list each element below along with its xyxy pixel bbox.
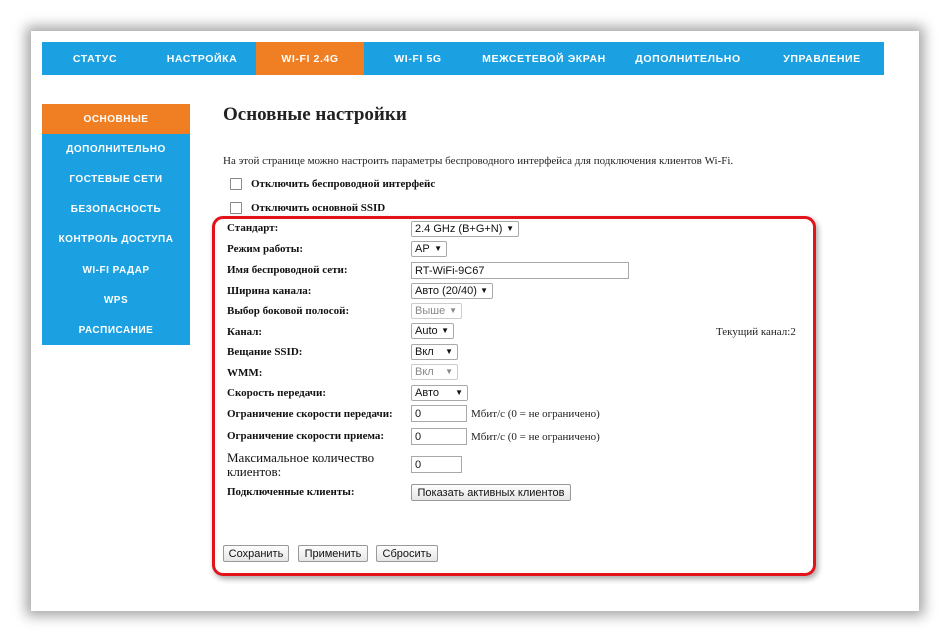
sideband-label: Выбор боковой полосой: (227, 305, 350, 317)
save-button[interactable]: Сохранить (223, 545, 289, 562)
top-navigation (42, 42, 884, 75)
tab-wifi-24g[interactable]: WI-FI 2.4G (256, 42, 364, 75)
dropdown-arrow-icon: ▼ (434, 244, 442, 253)
tx-limit-label: Ограничение скорости передачи: (227, 408, 393, 420)
tab-management[interactable]: УПРАВЛЕНИЕ (783, 52, 861, 65)
reset-button[interactable]: Сбросить (376, 545, 438, 562)
standard-value: 2.4 GHz (B+G+N) (415, 223, 503, 235)
broadcast-label: Вещание SSID: (227, 346, 303, 358)
connected-clients-label: Подключенные клиенты: (227, 486, 355, 498)
show-active-clients-button[interactable]: Показать активных клиентов (411, 484, 571, 501)
tx-limit-input[interactable]: 0 (411, 405, 467, 422)
disable-wireless-row (230, 178, 435, 190)
sidebar-item-wifi-radar[interactable]: WI-FI РАДАР (82, 264, 150, 276)
sideband-value: Выше (415, 305, 446, 317)
dropdown-arrow-icon: ▼ (455, 388, 463, 397)
disable-wireless-checkbox[interactable] (230, 178, 242, 190)
sidebar-item-guest-networks[interactable]: ГОСТЕВЫЕ СЕТИ (69, 173, 163, 185)
sidebar-item-advanced[interactable]: ДОПОЛНИТЕЛЬНО (66, 143, 166, 155)
dropdown-arrow-icon: ▼ (445, 347, 453, 356)
channel-value: Auto (415, 325, 438, 337)
tab-status[interactable]: СТАТУС (72, 52, 118, 65)
max-clients-input[interactable]: 0 (411, 456, 462, 473)
bandwidth-label: Ширина канала: (227, 285, 312, 297)
disable-ssid-label: Отключить основной SSID (251, 202, 386, 214)
disable-wireless-label: Отключить беспроводной интерфейс (251, 178, 436, 190)
standard-select[interactable] (411, 221, 519, 237)
wmm-select (411, 364, 458, 380)
dropdown-arrow-icon: ▼ (441, 326, 449, 335)
sideband-select (411, 303, 462, 319)
mode-label: Режим работы: (227, 243, 303, 255)
page-title: Основные настройки (223, 104, 407, 125)
max-clients-label: Максимальное количество клиентов: (227, 450, 375, 479)
tab-firewall[interactable]: МЕЖСЕТЕВОЙ ЭКРАН (482, 52, 606, 65)
sidebar-item-access-control[interactable]: КОНТРОЛЬ ДОСТУПА (58, 234, 174, 246)
broadcast-value: Вкл (415, 346, 434, 358)
rx-limit-unit: Мбит/с (0 = не ограничено) (471, 431, 600, 443)
rate-label: Скорость передачи: (227, 387, 327, 399)
rate-select[interactable] (411, 385, 468, 401)
bandwidth-value: Авто (20/40) (415, 285, 477, 297)
dropdown-arrow-icon: ▼ (449, 306, 457, 315)
ssid-label: Имя беспроводной сети: (227, 264, 348, 276)
disable-ssid-row (230, 202, 385, 214)
rate-value: Авто (415, 387, 439, 399)
dropdown-arrow-icon: ▼ (506, 224, 514, 233)
rx-limit-label: Ограничение скорости приема: (227, 430, 385, 442)
page-description: На этой странице можно настроить параметры беспроводного интерфейса для подключения клиентов Wi-Fi. (223, 155, 734, 167)
disable-ssid-checkbox[interactable] (230, 202, 242, 214)
current-channel: Текущий канал:2 (716, 326, 796, 338)
standard-label: Стандарт: (227, 222, 279, 234)
broadcast-select[interactable] (411, 344, 458, 360)
sidebar-item-basic[interactable]: ОСНОВНЫЕ (42, 104, 190, 134)
channel-select[interactable] (411, 323, 454, 339)
apply-button[interactable]: Применить (298, 545, 368, 562)
sidebar-item-schedule[interactable]: РАСПИСАНИЕ (78, 324, 154, 336)
wmm-value: Вкл (415, 366, 434, 378)
tx-limit-unit: Мбит/с (0 = не ограничено) (471, 408, 600, 420)
mode-select[interactable] (411, 241, 447, 257)
dropdown-arrow-icon: ▼ (445, 367, 453, 376)
dropdown-arrow-icon: ▼ (480, 286, 488, 295)
bandwidth-select[interactable] (411, 283, 493, 299)
sidebar (42, 104, 190, 345)
wmm-label: WMM: (227, 367, 263, 379)
tab-wifi-5g[interactable]: WI-FI 5G (394, 52, 442, 65)
sidebar-item-security[interactable]: БЕЗОПАСНОСТЬ (70, 204, 162, 216)
tab-settings[interactable]: НАСТРОЙКА (166, 52, 238, 65)
ssid-input[interactable]: RT-WiFi-9C67 (411, 262, 629, 279)
sidebar-item-wps[interactable]: WPS (103, 294, 129, 306)
mode-value: AP (415, 243, 430, 255)
channel-label: Канал: (227, 326, 263, 338)
rx-limit-input[interactable]: 0 (411, 428, 467, 445)
tab-advanced[interactable]: ДОПОЛНИТЕЛЬНО (635, 52, 741, 65)
